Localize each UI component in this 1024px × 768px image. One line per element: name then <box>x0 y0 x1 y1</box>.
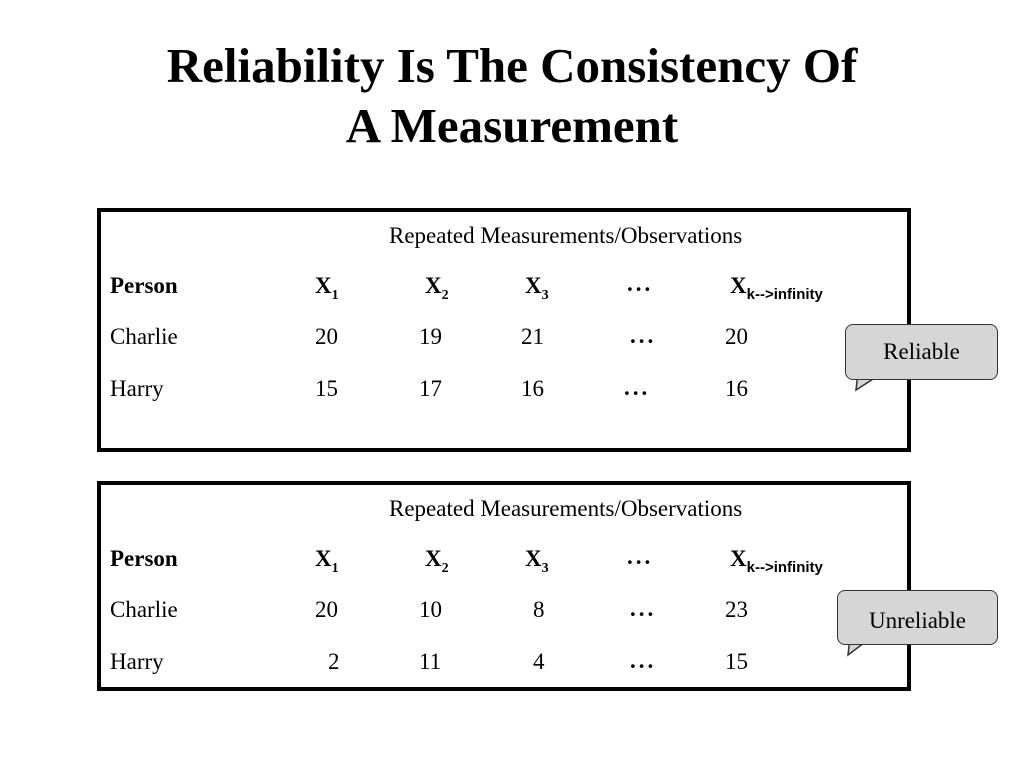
row-value-x3: 8 <box>533 597 545 622</box>
column-xk: $X_{k-->infinity}$ <box>730 273 823 303</box>
reliable-measurement-table <box>97 208 911 452</box>
row-name: Harry <box>110 376 164 401</box>
unreliable-callout: Unreliable <box>837 590 998 645</box>
column-ellipsis: ... <box>627 544 654 569</box>
row-value-x1: 2 <box>328 649 340 674</box>
row-ellipsis: ... <box>624 375 651 400</box>
row-value-x2: 10 <box>419 597 442 622</box>
row-value-x3: 4 <box>533 649 545 674</box>
unreliable-measurement-table <box>97 481 911 691</box>
row-value-x1: 20 <box>315 597 338 622</box>
row-value-x3: 21 <box>521 324 544 349</box>
row-name: Charlie <box>110 597 178 622</box>
row-value-xk: 15 <box>725 649 748 674</box>
table-header: Repeated Measurements/Observations <box>389 496 743 521</box>
row-name: Charlie <box>110 324 178 349</box>
column-x1: $X_1$ <box>315 273 339 303</box>
person-column-header: Person <box>110 273 178 298</box>
row-value-xk: 23 <box>725 597 748 622</box>
person-column-header: Person <box>110 546 178 571</box>
column-x3: $X_3$ <box>525 273 549 303</box>
column-x1: $X_1$ <box>315 546 339 576</box>
row-value-x1: 15 <box>315 376 338 401</box>
row-ellipsis: ... <box>630 596 657 621</box>
row-value-x2: 17 <box>419 376 442 401</box>
row-ellipsis: ... <box>630 323 657 348</box>
table-header: Repeated Measurements/Observations <box>389 223 743 248</box>
row-value-x2: 11 <box>419 649 442 674</box>
column-x3: $X_3$ <box>525 546 549 576</box>
column-ellipsis: ... <box>627 271 654 296</box>
slide-title <box>0 36 1024 156</box>
row-value-xk: 16 <box>725 376 748 401</box>
row-name: Harry <box>110 649 164 674</box>
row-value-x2: 19 <box>419 324 442 349</box>
reliable-callout: Reliable <box>845 324 998 380</box>
title-line-1: Reliability Is The Consistency Of <box>166 38 858 93</box>
row-ellipsis: ... <box>630 648 657 673</box>
column-xk: $X_{k-->infinity}$ <box>730 546 823 576</box>
title-line-2: A Measurement <box>345 98 679 153</box>
column-x2: $X_2$ <box>425 273 449 303</box>
column-x2: $X_2$ <box>425 546 449 576</box>
row-value-x3: 16 <box>521 376 544 401</box>
row-value-x1: 20 <box>315 324 338 349</box>
row-value-xk: 20 <box>725 324 748 349</box>
